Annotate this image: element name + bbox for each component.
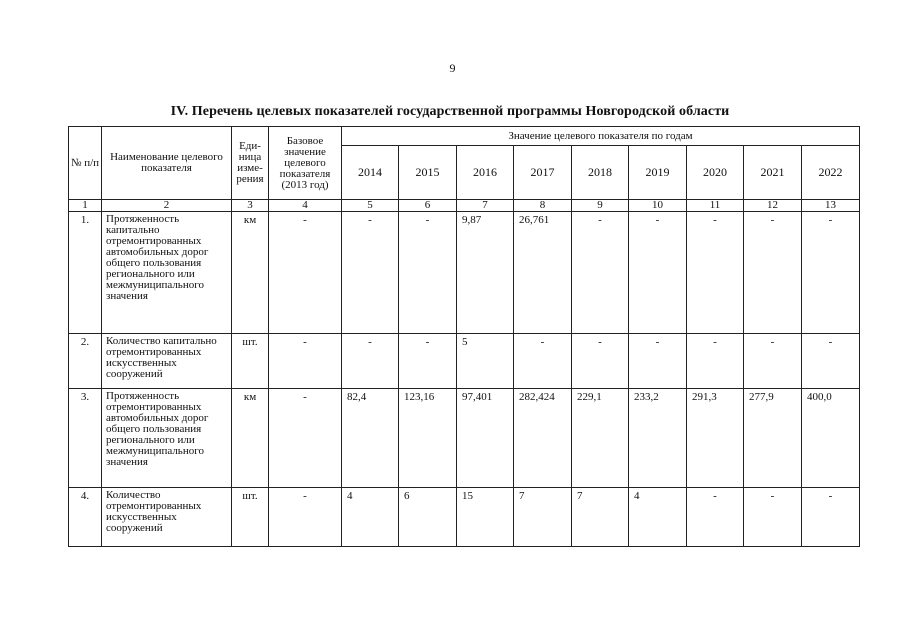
year-value: 26,761 xyxy=(514,212,572,334)
year-value: - xyxy=(687,488,744,547)
year-value: 7 xyxy=(572,488,629,547)
column-number: 4 xyxy=(269,200,342,212)
year-value: 291,3 xyxy=(687,389,744,488)
year-value: 4 xyxy=(629,488,687,547)
unit-of-measure: км xyxy=(232,212,269,334)
table-row xyxy=(69,389,860,488)
indicator-name: Протяженность капитально отремонтированных автомобильных дорог общего пользования регионального или межмуниципального значения xyxy=(102,212,232,334)
year-value: 282,424 xyxy=(514,389,572,488)
indicator-name: Количество отремонтированных искусственных сооружений xyxy=(102,488,232,547)
table-body xyxy=(69,212,860,547)
year-value: 82,4 xyxy=(342,389,399,488)
header-unit: Еди-ница изме-рения xyxy=(232,127,269,200)
header-name: Наименование целевого показателя xyxy=(102,127,232,200)
header-num: № п/п xyxy=(69,127,102,200)
header-year: 2015 xyxy=(399,146,457,200)
column-number: 9 xyxy=(572,200,629,212)
unit-of-measure: шт. xyxy=(232,488,269,547)
year-value: - xyxy=(629,334,687,389)
row-number: 4. xyxy=(69,488,102,547)
year-value: - xyxy=(342,212,399,334)
year-value: 9,87 xyxy=(457,212,514,334)
year-value: - xyxy=(514,334,572,389)
year-value: - xyxy=(399,334,457,389)
column-number: 11 xyxy=(687,200,744,212)
indicators-table xyxy=(68,126,860,547)
column-number: 2 xyxy=(102,200,232,212)
row-number: 3. xyxy=(69,389,102,488)
year-value: - xyxy=(687,334,744,389)
base-value: - xyxy=(269,212,342,334)
year-value: - xyxy=(399,212,457,334)
header-row-top xyxy=(69,127,860,146)
header-year: 2016 xyxy=(457,146,514,200)
header-base-value: Базовое значение целевого показателя (2013 год) xyxy=(269,127,342,200)
header-year: 2017 xyxy=(514,146,572,200)
header-row-column-numbers xyxy=(69,200,860,212)
year-value: - xyxy=(744,334,802,389)
table-row xyxy=(69,334,860,389)
indicator-name: Протяженность отремонтированных автомобильных дорог общего пользования регионального или межмуниципального значения xyxy=(102,389,232,488)
base-value: - xyxy=(269,389,342,488)
year-value: - xyxy=(572,212,629,334)
header-year: 2018 xyxy=(572,146,629,200)
header-year: 2021 xyxy=(744,146,802,200)
year-value: - xyxy=(802,488,860,547)
table-row xyxy=(69,212,860,334)
base-value: - xyxy=(269,334,342,389)
header-year: 2019 xyxy=(629,146,687,200)
year-value: 15 xyxy=(457,488,514,547)
year-value: 4 xyxy=(342,488,399,547)
header-year: 2022 xyxy=(802,146,860,200)
column-number: 3 xyxy=(232,200,269,212)
year-value: - xyxy=(802,212,860,334)
year-value: 5 xyxy=(457,334,514,389)
column-number: 1 xyxy=(69,200,102,212)
year-value: - xyxy=(342,334,399,389)
row-number: 1. xyxy=(69,212,102,334)
column-number: 12 xyxy=(744,200,802,212)
year-value: 97,401 xyxy=(457,389,514,488)
year-value: - xyxy=(687,212,744,334)
year-value: - xyxy=(572,334,629,389)
page-number: 9 xyxy=(449,61,456,75)
column-number: 8 xyxy=(514,200,572,212)
year-value: 233,2 xyxy=(629,389,687,488)
year-value: 400,0 xyxy=(802,389,860,488)
column-number: 7 xyxy=(457,200,514,212)
column-number: 13 xyxy=(802,200,860,212)
year-value: - xyxy=(744,488,802,547)
unit-of-measure: км xyxy=(232,389,269,488)
column-number: 5 xyxy=(342,200,399,212)
column-number: 10 xyxy=(629,200,687,212)
year-value: 6 xyxy=(399,488,457,547)
year-value: 7 xyxy=(514,488,572,547)
year-value: - xyxy=(629,212,687,334)
row-number: 2. xyxy=(69,334,102,389)
header-year: 2014 xyxy=(342,146,399,200)
table-row xyxy=(69,488,860,547)
year-value: 123,16 xyxy=(399,389,457,488)
year-value: - xyxy=(744,212,802,334)
indicator-name: Количество капитально отремонтированных искусственных сооружений xyxy=(102,334,232,389)
year-value: - xyxy=(802,334,860,389)
header-values-group: Значение целевого показателя по годам xyxy=(342,127,860,146)
base-value: - xyxy=(269,488,342,547)
document-title: IV. Перечень целевых показателей государственной программы Новгородской области xyxy=(170,104,730,119)
header-year: 2020 xyxy=(687,146,744,200)
unit-of-measure: шт. xyxy=(232,334,269,389)
column-number: 6 xyxy=(399,200,457,212)
year-value: 229,1 xyxy=(572,389,629,488)
year-value: 277,9 xyxy=(744,389,802,488)
